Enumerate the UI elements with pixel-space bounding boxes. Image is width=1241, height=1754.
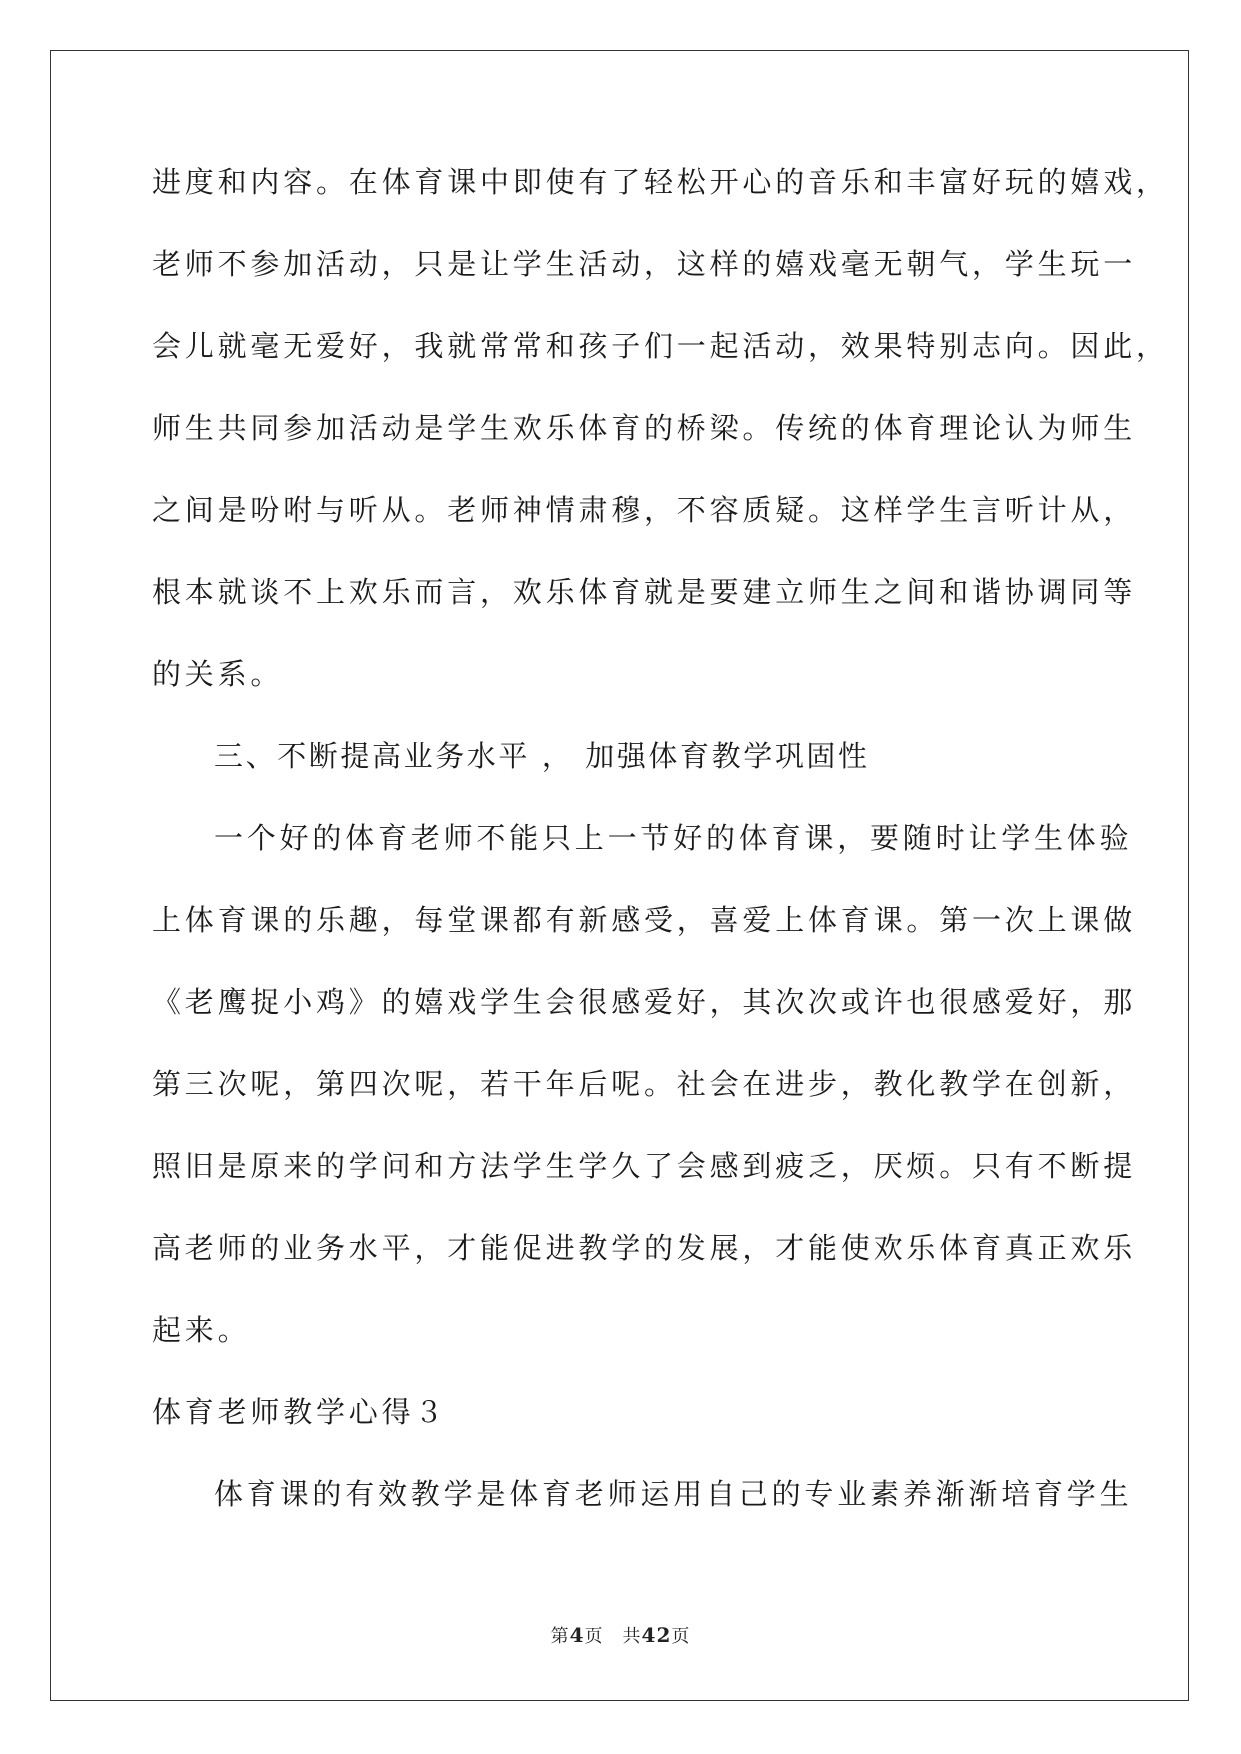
body-line: 第三次呢，第四次呢，若干年后呢。社会在进步，教化教学在创新， xyxy=(152,1067,1137,1101)
body-line: 上体育课的乐趣，每堂课都有新感受，喜爱上体育课。第一次上课做 xyxy=(152,903,1137,937)
article-title: 体育老师教学心得３ xyxy=(152,1395,448,1429)
current-page-number: 4 xyxy=(569,1623,585,1647)
body-line: 进度和内容。在体育课中即使有了轻松开心的音乐和丰富好玩的嬉戏， xyxy=(152,165,1169,199)
body-line: 师生共同参加活动是学生欢乐体育的桥梁。传统的体育理论认为师生 xyxy=(152,411,1137,445)
footer-prefix: 第 xyxy=(550,1626,570,1647)
body-line: 之间是吩咐与听从。老师神情肃穆，不容质疑。这样学生言听计从， xyxy=(152,493,1137,527)
paragraph-start-line: 体育课的有效教学是体育老师运用自己的专业素养渐渐培育学生 xyxy=(214,1477,1133,1511)
body-line: 根本就谈不上欢乐而言，欢乐体育就是要建立师生之间和谐协调同等 xyxy=(152,575,1137,609)
body-line: 高老师的业务水平，才能促进教学的发展，才能使欢乐体育真正欢乐 xyxy=(152,1231,1137,1265)
body-line: 起来。 xyxy=(152,1313,251,1347)
footer-middle: 页 共 xyxy=(584,1626,642,1647)
section-heading: 三、不断提高业务水平 ， 加强体育教学巩固性 xyxy=(214,739,870,773)
body-line: 会儿就毫无爱好，我就常常和孩子们一起活动，效果特别志向。因此， xyxy=(152,329,1169,363)
body-line: 照旧是原来的学问和方法学生学久了会感到疲乏，厌烦。只有不断提 xyxy=(152,1149,1137,1183)
page-footer xyxy=(0,1622,1241,1648)
footer-suffix: 页 xyxy=(671,1626,691,1647)
body-line: 《老鹰捉小鸡》的嬉戏学生会很感爱好，其次次或许也很感爱好，那 xyxy=(152,985,1137,1019)
body-line: 的关系。 xyxy=(152,657,284,691)
body-line: 老师不参加活动，只是让学生活动，这样的嬉戏毫无朝气，学生玩一 xyxy=(152,247,1137,281)
total-pages-number: 42 xyxy=(641,1623,672,1647)
paragraph-start-line: 一个好的体育老师不能只上一节好的体育课，要随时让学生体验 xyxy=(214,821,1133,855)
document-body xyxy=(152,160,1169,1554)
